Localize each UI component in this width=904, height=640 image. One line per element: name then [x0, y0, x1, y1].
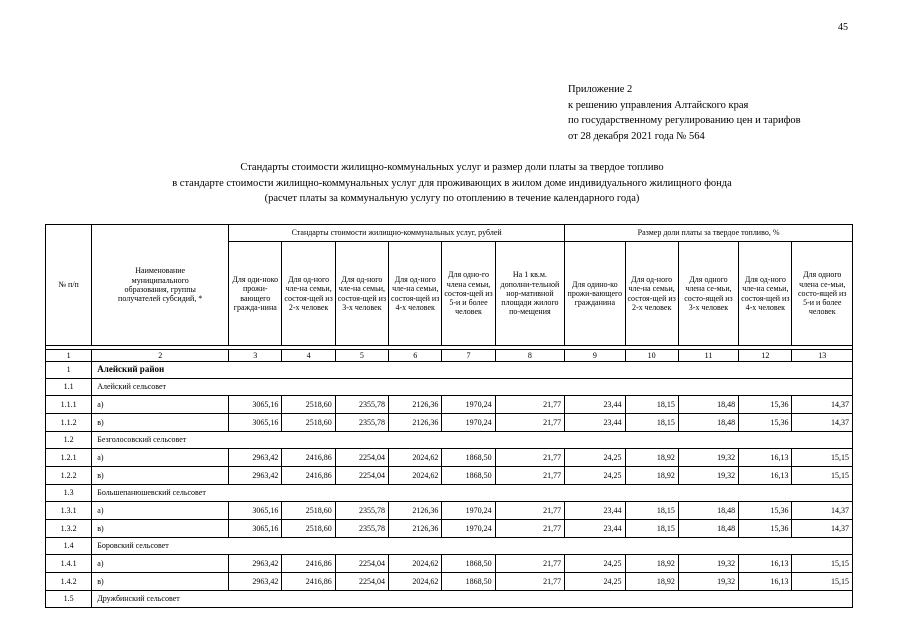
- value-cell: 1970,24: [442, 502, 495, 520]
- document-title: [0, 160, 904, 207]
- column-number: 6: [389, 350, 442, 362]
- value-cell: 3065,16: [229, 502, 282, 520]
- value-cell: 2024,62: [389, 555, 442, 573]
- value-cell: 3065,16: [229, 520, 282, 538]
- value-cell: 21,77: [495, 449, 564, 467]
- value-cell: 2963,42: [229, 449, 282, 467]
- district-row: [46, 362, 853, 379]
- value-cell: 21,77: [495, 573, 564, 591]
- table-body: [46, 225, 853, 608]
- value-cell: 3065,16: [229, 414, 282, 432]
- subdivision-name: Безголосовский сельсовет: [92, 432, 853, 449]
- value-cell: 23,44: [565, 520, 625, 538]
- table-row: [46, 414, 853, 432]
- appendix-line: к решению управления Алтайского края: [568, 99, 749, 111]
- column-number: 3: [229, 350, 282, 362]
- value-cell: 2024,62: [389, 573, 442, 591]
- table-row: [46, 467, 853, 485]
- value-cell: 18,48: [678, 414, 738, 432]
- subdivision-row: [46, 591, 853, 608]
- subdivision-row: [46, 538, 853, 555]
- value-cell: 19,32: [678, 449, 738, 467]
- value-cell: 18,48: [678, 396, 738, 414]
- title-line: (расчет платы за коммунальную услугу по отоплению в течение календарного года): [264, 193, 640, 204]
- value-cell: 23,44: [565, 396, 625, 414]
- subdivision-row: [46, 379, 853, 396]
- value-cell: 2518,60: [282, 414, 335, 432]
- value-cell: 15,15: [792, 555, 853, 573]
- value-cell: 2416,86: [282, 573, 335, 591]
- appendix-line: Приложение 2: [568, 84, 633, 95]
- row-number: 1: [46, 362, 92, 379]
- value-cell: 2126,36: [389, 396, 442, 414]
- page-number: 45: [838, 22, 848, 33]
- value-cell: 24,25: [565, 449, 625, 467]
- value-cell: 23,44: [565, 414, 625, 432]
- value-cell: 18,15: [625, 414, 678, 432]
- value-cell: 2355,78: [335, 396, 388, 414]
- value-cell: 1868,50: [442, 555, 495, 573]
- row-number: 1.2.2: [46, 467, 92, 485]
- value-cell: 15,36: [739, 502, 792, 520]
- value-cell: 21,77: [495, 502, 564, 520]
- value-cell: 2518,60: [282, 502, 335, 520]
- title-line: Стандарты стоимости жилищно-коммунальных услуг и размер доли платы за твердое топливо: [240, 162, 664, 173]
- column-number: 8: [495, 350, 564, 362]
- value-cell: 2963,42: [229, 467, 282, 485]
- row-number: 1.1.2: [46, 414, 92, 432]
- column-number: 5: [335, 350, 388, 362]
- value-cell: 2254,04: [335, 555, 388, 573]
- value-cell: 2355,78: [335, 520, 388, 538]
- value-cell: 18,15: [625, 396, 678, 414]
- row-number: 1.4: [46, 538, 92, 555]
- table-row: [46, 573, 853, 591]
- value-cell: 2518,60: [282, 396, 335, 414]
- tariff-table: [45, 224, 853, 608]
- value-cell: 1970,24: [442, 396, 495, 414]
- column-number: 11: [678, 350, 738, 362]
- value-cell: 18,92: [625, 467, 678, 485]
- header-group-standards: Стандарты стоимости жилищно-коммунальных услуг, рублей: [229, 225, 565, 242]
- row-number: 1.1.1: [46, 396, 92, 414]
- value-cell: 15,15: [792, 449, 853, 467]
- value-cell: 16,13: [739, 555, 792, 573]
- value-cell: 21,77: [495, 396, 564, 414]
- header-col-standard: На 1 кв.м. дополни-тельной нор-мативной площади жилого по-мещения: [495, 242, 564, 346]
- value-cell: 15,15: [792, 573, 853, 591]
- header-col-standard: Для одно-го члена семьи, состоя-щей из 5-и и более человек: [442, 242, 495, 346]
- value-cell: 14,37: [792, 520, 853, 538]
- row-number: 1.4.2: [46, 573, 92, 591]
- value-cell: 2254,04: [335, 449, 388, 467]
- value-cell: 24,25: [565, 573, 625, 591]
- column-number: 9: [565, 350, 625, 362]
- value-cell: 16,13: [739, 467, 792, 485]
- row-label: в): [92, 467, 229, 485]
- subdivision-name: Алейский сельсовет: [92, 379, 853, 396]
- header-col-share: Для одного члена се-мьи, состо-ящей из 3-х человек: [678, 242, 738, 346]
- appendix-note: [568, 82, 801, 144]
- value-cell: 21,77: [495, 467, 564, 485]
- value-cell: 2355,78: [335, 502, 388, 520]
- value-cell: 24,25: [565, 555, 625, 573]
- value-cell: 21,77: [495, 520, 564, 538]
- value-cell: 2126,36: [389, 414, 442, 432]
- table-row: [46, 502, 853, 520]
- value-cell: 18,15: [625, 502, 678, 520]
- value-cell: 2416,86: [282, 467, 335, 485]
- column-number: 13: [792, 350, 853, 362]
- value-cell: 2963,42: [229, 555, 282, 573]
- subdivision-name: Большепанюшевский сельсовет: [92, 485, 853, 502]
- appendix-line: от 28 декабря 2021 года № 564: [568, 130, 705, 142]
- header-col-standard: Для оди-ноко прожи-вающего гражда-нина: [229, 242, 282, 346]
- row-number: 1.3: [46, 485, 92, 502]
- value-cell: 1868,50: [442, 449, 495, 467]
- subdivision-row: [46, 432, 853, 449]
- value-cell: 2024,62: [389, 467, 442, 485]
- value-cell: 18,92: [625, 449, 678, 467]
- value-cell: 2254,04: [335, 573, 388, 591]
- appendix-line: по государственному регулированию цен и тарифов: [568, 115, 801, 126]
- value-cell: 16,13: [739, 573, 792, 591]
- value-cell: 14,37: [792, 414, 853, 432]
- header-col-standard: Для од-ного чле-на семьи, состоя-щей из 2-х человек: [282, 242, 335, 346]
- subdivision-name: Дружбинский сельсовет: [92, 591, 853, 608]
- row-number: 1.5: [46, 591, 92, 608]
- value-cell: 1868,50: [442, 467, 495, 485]
- header-col-share: Для одино-ко прожи-вающего гражданина: [565, 242, 625, 346]
- value-cell: 19,32: [678, 555, 738, 573]
- table-row: [46, 520, 853, 538]
- header-col-share: Для од-ного чле-на семьи, состоя-щей из 2-х человек: [625, 242, 678, 346]
- row-number: 1.1: [46, 379, 92, 396]
- column-number: 2: [92, 350, 229, 362]
- value-cell: 2518,60: [282, 520, 335, 538]
- table-row: [46, 449, 853, 467]
- header-col-standard: Для од-ного чле-на семьи, состоя-щей из 3-х человек: [335, 242, 388, 346]
- header-group-row: [46, 225, 853, 242]
- header-num: № п/п: [46, 225, 92, 346]
- value-cell: 2126,36: [389, 502, 442, 520]
- district-name: Алейский район: [92, 362, 853, 379]
- row-label: в): [92, 414, 229, 432]
- value-cell: 15,36: [739, 520, 792, 538]
- row-number: 1.4.1: [46, 555, 92, 573]
- row-number: 1.3.1: [46, 502, 92, 520]
- value-cell: 19,32: [678, 573, 738, 591]
- row-label: в): [92, 520, 229, 538]
- subdivision-name: Боровский сельсовет: [92, 538, 853, 555]
- column-number: 4: [282, 350, 335, 362]
- header-col-share: Для од-ного чле-на семьи, состоя-щей из 4-х человек: [739, 242, 792, 346]
- column-number: 10: [625, 350, 678, 362]
- title-line: в стандарте стоимости жилищно-коммунальных услуг для проживающих в жилом доме индивидуального жилищного фонда: [172, 177, 732, 189]
- column-number-row: [46, 350, 853, 362]
- value-cell: 21,77: [495, 555, 564, 573]
- value-cell: 1970,24: [442, 414, 495, 432]
- header-name: Наименование муниципального образования, группы получателей субсидий, *: [92, 225, 229, 346]
- value-cell: 1970,24: [442, 520, 495, 538]
- column-number: 1: [46, 350, 92, 362]
- value-cell: 14,37: [792, 396, 853, 414]
- value-cell: 15,36: [739, 396, 792, 414]
- value-cell: 18,15: [625, 520, 678, 538]
- header-group-share: Размер доли платы за твердое топливо, %: [565, 225, 853, 242]
- value-cell: 2254,04: [335, 467, 388, 485]
- value-cell: 18,48: [678, 520, 738, 538]
- value-cell: 2416,86: [282, 449, 335, 467]
- value-cell: 2416,86: [282, 555, 335, 573]
- header-col-standard: Для од-ного чле-на семьи, состоя-щей из 4-х человек: [389, 242, 442, 346]
- row-label: а): [92, 449, 229, 467]
- row-number: 1.2: [46, 432, 92, 449]
- value-cell: 24,25: [565, 467, 625, 485]
- value-cell: 19,32: [678, 467, 738, 485]
- value-cell: 23,44: [565, 502, 625, 520]
- table-row: [46, 555, 853, 573]
- value-cell: 21,77: [495, 414, 564, 432]
- header-col-share: Для одного члена се-мьи, состо-ящей из 5-и и более человек: [792, 242, 853, 346]
- row-label: в): [92, 573, 229, 591]
- value-cell: 2355,78: [335, 414, 388, 432]
- value-cell: 18,48: [678, 502, 738, 520]
- value-cell: 16,13: [739, 449, 792, 467]
- value-cell: 18,92: [625, 573, 678, 591]
- row-number: 1.2.1: [46, 449, 92, 467]
- value-cell: 15,15: [792, 467, 853, 485]
- value-cell: 3065,16: [229, 396, 282, 414]
- row-label: а): [92, 555, 229, 573]
- value-cell: 15,36: [739, 414, 792, 432]
- table-row: [46, 396, 853, 414]
- value-cell: 2126,36: [389, 520, 442, 538]
- value-cell: 14,37: [792, 502, 853, 520]
- value-cell: 2024,62: [389, 449, 442, 467]
- subdivision-row: [46, 485, 853, 502]
- value-cell: 2963,42: [229, 573, 282, 591]
- value-cell: 1868,50: [442, 573, 495, 591]
- value-cell: 18,92: [625, 555, 678, 573]
- column-number: 7: [442, 350, 495, 362]
- row-label: а): [92, 502, 229, 520]
- row-label: а): [92, 396, 229, 414]
- column-number: 12: [739, 350, 792, 362]
- row-number: 1.3.2: [46, 520, 92, 538]
